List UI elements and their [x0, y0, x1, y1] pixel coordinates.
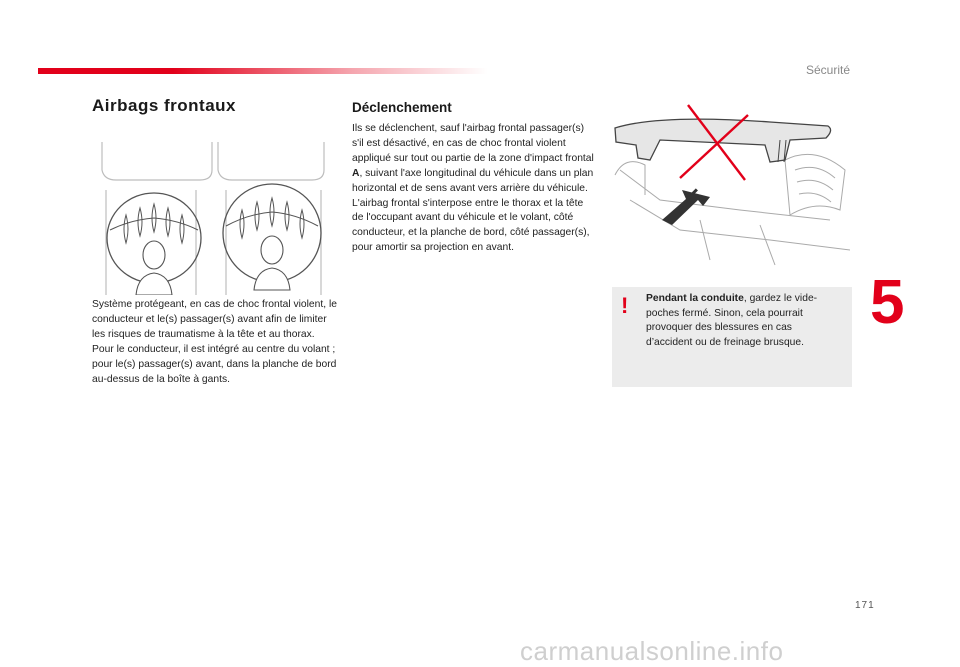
middle-text-start: Ils se déclenchent, sauf l'airbag frontal passager(s) s'il est désactivé, en cas de choc frontal violent appliqué sur tout ou partie de la zone d'impact frontal: [352, 123, 594, 164]
impact-zone-letter: A: [352, 167, 360, 179]
warning-text: [646, 292, 841, 350]
warning-icon: !: [621, 293, 629, 318]
glovebox-illustration: [600, 100, 850, 270]
airbags-illustration: [96, 130, 328, 295]
middle-text-end: , suivant l'axe longitudinal du véhicule dans un plan horizontal et de sens avant vers arrière du véhicule. L'airbag frontal s'interpose entre le thorax et la tête de l'occupant avant du véhicule et le volant, côté conducteur, et la planche de bord, côté passager(s), pour amortir sa projection en avant.: [352, 167, 594, 254]
left-body-text: Système protégeant, en cas de choc frontal violent, le conducteur et le(s) passager(s) avant afin de limiter les risques de traumatisme à la tête et au thorax. Pour le conducteur, il est intégré au centre du volant ; pour le(s) passager(s) avant, dans la planche de bord au-dessus de la boîte à gants.: [92, 299, 337, 385]
left-title: Airbags frontaux: [92, 96, 237, 115]
warning-rest: , gardez le vide-poches fermé. Sinon, cela pourrait provoquer des blessures en cas d’accident ou de freinage brusque.: [646, 293, 818, 348]
warning-box: [612, 287, 852, 387]
chapter-number: 5: [870, 268, 905, 337]
header-accent-bar: [38, 68, 488, 74]
section-label: Sécurité: [806, 63, 851, 77]
page-number: 171: [855, 600, 875, 611]
middle-title: Déclenchement: [352, 100, 452, 115]
warning-bold: Pendant la conduite: [646, 293, 744, 304]
middle-body-text: [352, 122, 597, 256]
watermark: carmanualsonline.info: [520, 636, 784, 666]
